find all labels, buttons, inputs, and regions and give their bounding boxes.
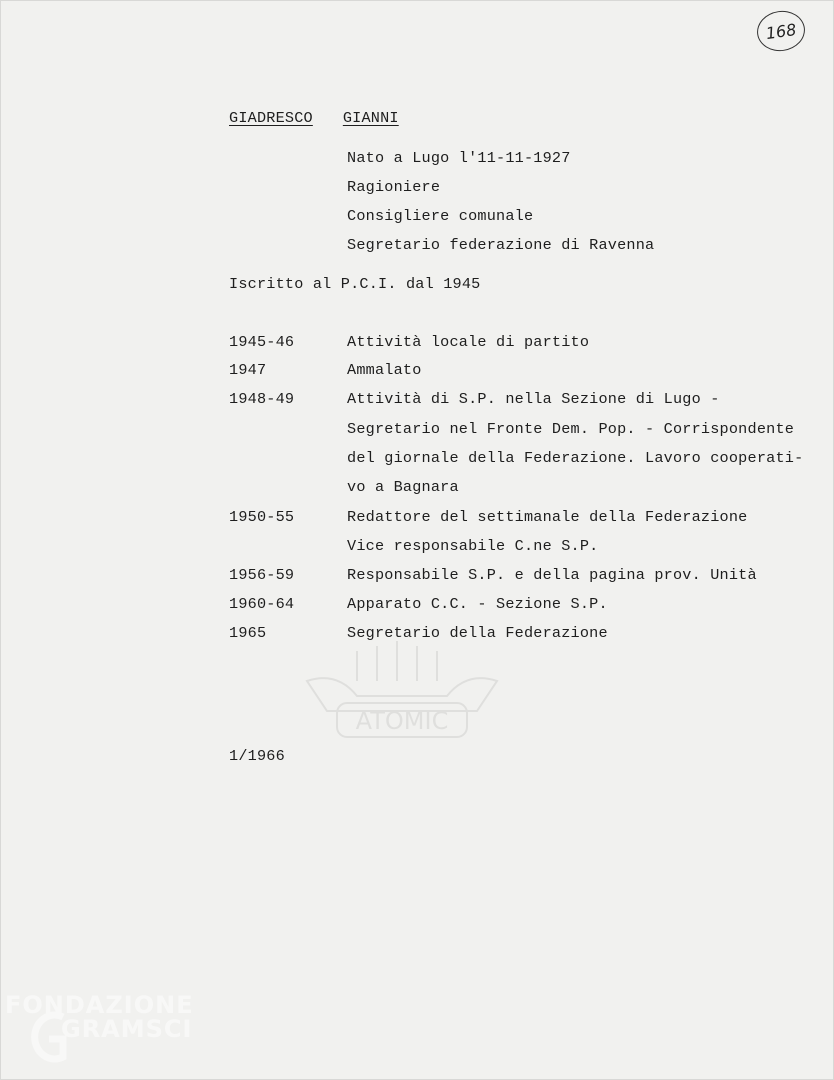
page-number-stamp [754, 8, 807, 54]
career-year: 1948-49 [229, 390, 295, 408]
career-description: Apparato C.C. - Sezione S.P. [347, 595, 608, 613]
career-entry-continuation [1, 478, 834, 500]
career-description: vo a Bagnara [347, 478, 459, 496]
career-year: 1950-55 [229, 508, 295, 526]
career-year: 1960-64 [229, 595, 295, 613]
fondazione-gramsci-logo [5, 991, 215, 1071]
career-entry [1, 390, 834, 412]
career-entry [1, 595, 834, 617]
career-description: Attività locale di partito [347, 333, 590, 351]
council-role: Consigliere comunale [347, 207, 534, 225]
career-entry [1, 508, 834, 530]
career-year: 1945-46 [229, 333, 295, 351]
federation-role: Segretario federazione di Ravenna [347, 236, 655, 254]
career-entry-continuation [1, 537, 834, 559]
career-entry [1, 361, 834, 383]
career-year: 1956-59 [229, 566, 295, 584]
career-entry [1, 333, 834, 355]
career-entry [1, 566, 834, 588]
logo-line-1: FONDAZIONE [5, 991, 194, 1019]
career-description: Ammalato [347, 361, 422, 379]
surname: GIADRESCO [229, 109, 313, 127]
career-description: Redattore del settimanale della Federazione [347, 508, 748, 526]
page-number: 168 [764, 19, 798, 43]
career-entry-continuation [1, 449, 834, 471]
career-description: del giornale della Federazione. Lavoro cooperati- [347, 449, 804, 467]
career-description: Segretario nel Fronte Dem. Pop. - Corrispondente [347, 420, 795, 438]
profession: Ragioniere [347, 178, 441, 196]
person-name [229, 109, 399, 127]
career-entry-continuation [1, 420, 834, 442]
career-year: 1965 [229, 624, 267, 642]
career-description: Attività di S.P. nella Sezione di Lugo - [347, 390, 720, 408]
career-year: 1947 [229, 361, 267, 379]
logo-line-2: GRAMSCI [61, 1015, 193, 1043]
paper-watermark [297, 641, 507, 741]
document-date: 1/1966 [229, 747, 285, 765]
party-membership: Iscritto al P.C.I. dal 1945 [229, 275, 481, 293]
given-name: GIANNI [342, 109, 399, 127]
career-description: Segretario della Federazione [347, 624, 608, 642]
birth-info: Nato a Lugo l'11-11-1927 [347, 149, 571, 167]
career-description: Vice responsabile C.ne S.P. [347, 537, 599, 555]
watermark-text: ATOMIC [355, 707, 449, 735]
career-description: Responsabile S.P. e della pagina prov. Unità [347, 566, 757, 584]
